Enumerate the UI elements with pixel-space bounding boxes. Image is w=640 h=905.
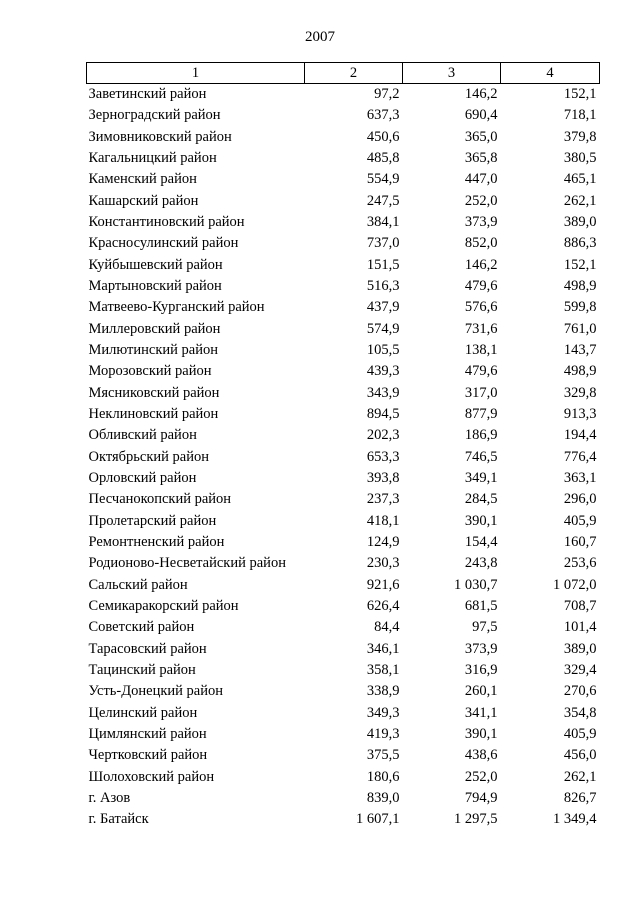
value-col-2: 105,5: [366, 341, 400, 358]
table-body: [87, 84, 600, 831]
value-col-3: 349,1: [464, 469, 498, 486]
value-col-4: 913,3: [563, 405, 597, 422]
district-name: Обливский район: [88, 427, 197, 444]
value-col-3: 438,6: [464, 747, 498, 764]
column-header-4: 4: [501, 63, 600, 84]
value-col-3: 746,5: [464, 448, 498, 465]
header-row: [87, 63, 600, 84]
value-col-2: 439,3: [366, 363, 400, 380]
value-col-3: 373,9: [464, 213, 498, 230]
table-row: [87, 681, 600, 702]
value-col-2: 574,9: [366, 320, 400, 337]
value-col-3: 316,9: [464, 661, 498, 678]
value-col-3: 146,2: [464, 86, 498, 102]
table-row: [87, 575, 600, 596]
value-col-4: 152,1: [563, 86, 597, 102]
table-row: [87, 148, 600, 169]
district-name: Шолоховский район: [88, 768, 215, 785]
table-row: [87, 169, 600, 190]
value-col-4: 498,9: [563, 363, 597, 380]
value-col-2: 894,5: [366, 405, 400, 422]
value-col-3: 260,1: [464, 683, 498, 700]
value-col-3: 877,9: [464, 405, 498, 422]
table-row: [87, 84, 600, 106]
value-col-2: 180,6: [366, 768, 400, 785]
value-col-2: 124,9: [366, 533, 400, 550]
value-col-4: 389,0: [563, 640, 597, 657]
value-col-3: 252,0: [464, 768, 498, 785]
value-col-4: 143,7: [563, 341, 597, 358]
value-col-2: 839,0: [366, 789, 400, 806]
value-col-4: 101,4: [563, 619, 597, 636]
value-col-3: 186,9: [464, 427, 498, 444]
table-row: [87, 340, 600, 361]
value-col-3: 390,1: [464, 725, 498, 742]
table-row: [87, 489, 600, 510]
value-col-4: 262,1: [563, 768, 597, 785]
table-row: [87, 660, 600, 681]
value-col-4: 498,9: [563, 277, 597, 294]
district-name: Морозовский район: [88, 363, 212, 380]
value-col-3: 681,5: [464, 597, 498, 614]
value-col-3: 138,1: [464, 341, 498, 358]
table-row: [87, 404, 600, 425]
value-col-3: 146,2: [464, 256, 498, 273]
value-col-4: 465,1: [563, 171, 597, 188]
value-col-2: 437,9: [366, 299, 400, 316]
table-row: [87, 297, 600, 318]
value-col-2: 921,6: [366, 576, 400, 593]
district-name: Пролетарский район: [88, 512, 217, 529]
value-col-4: 776,4: [563, 448, 597, 465]
value-col-2: 97,2: [374, 86, 400, 102]
value-col-2: 84,4: [374, 619, 400, 636]
value-col-2: 375,5: [366, 747, 400, 764]
value-col-4: 826,7: [563, 789, 597, 806]
district-name: г. Батайск: [88, 811, 149, 828]
district-name: Куйбышевский район: [88, 256, 223, 273]
district-name: Цимлянский район: [88, 725, 207, 742]
value-col-3: 243,8: [464, 555, 498, 572]
value-col-4: 708,7: [563, 597, 597, 614]
district-name: Орловский район: [88, 469, 197, 486]
value-col-4: 456,0: [563, 747, 597, 764]
column-header-1: 1: [87, 63, 305, 84]
column-header-2: 2: [305, 63, 403, 84]
value-col-4: 599,8: [563, 299, 597, 316]
table-row: [87, 724, 600, 745]
district-name: Миллеровский район: [88, 320, 221, 337]
district-name: Ремонтненский район: [88, 533, 225, 550]
table-row: [87, 212, 600, 233]
value-col-2: 418,1: [366, 512, 400, 529]
district-name: Милютинский район: [88, 341, 218, 358]
value-col-3: 479,6: [464, 277, 498, 294]
district-name: Мартыновский район: [88, 277, 222, 294]
value-col-4: 253,6: [563, 555, 597, 572]
value-col-2: 554,9: [366, 171, 400, 188]
value-col-2: 151,5: [366, 256, 400, 273]
value-col-4: 194,4: [563, 427, 597, 444]
value-col-3: 373,9: [464, 640, 498, 657]
table-row: [87, 276, 600, 297]
district-name: Зимовниковский район: [88, 128, 232, 145]
district-name: Кашарский район: [88, 192, 199, 209]
value-col-2: 230,3: [366, 555, 400, 572]
value-col-2: 419,3: [366, 725, 400, 742]
value-col-4: 1 349,4: [553, 811, 597, 828]
table-row: [87, 553, 600, 574]
district-name: Семикаракорский район: [88, 597, 239, 614]
value-col-2: 737,0: [366, 235, 400, 252]
value-col-2: 349,3: [366, 704, 400, 721]
table-row: [87, 809, 600, 830]
value-col-4: 1 072,0: [553, 576, 597, 593]
table-row: [87, 319, 600, 340]
value-col-4: 160,7: [563, 533, 597, 550]
table-row: [87, 468, 600, 489]
district-name: Тацинский район: [88, 661, 196, 678]
value-col-2: 358,1: [366, 661, 400, 678]
value-col-2: 1 607,1: [356, 811, 400, 828]
value-col-4: 405,9: [563, 725, 597, 742]
table-row: [87, 383, 600, 404]
table-row: [87, 596, 600, 617]
value-col-3: 341,1: [464, 704, 498, 721]
value-col-4: 405,9: [563, 512, 597, 529]
value-col-4: 270,6: [563, 683, 597, 700]
value-col-3: 447,0: [464, 171, 498, 188]
table-row: [87, 745, 600, 766]
value-col-2: 637,3: [366, 107, 400, 124]
district-name: Чертковский район: [88, 747, 208, 764]
district-name: Константиновский район: [88, 213, 245, 230]
value-col-2: 485,8: [366, 149, 400, 166]
value-col-3: 252,0: [464, 192, 498, 209]
table-row: [87, 425, 600, 446]
value-col-3: 690,4: [464, 107, 498, 124]
table-row: [87, 361, 600, 382]
district-name: Красносулинский район: [88, 235, 239, 252]
district-name: г. Азов: [88, 789, 131, 806]
table-row: [87, 767, 600, 788]
value-col-4: 761,0: [563, 320, 597, 337]
table-header: [87, 63, 600, 84]
value-col-2: 393,8: [366, 469, 400, 486]
value-col-3: 852,0: [464, 235, 498, 252]
district-name: Тарасовский район: [88, 640, 207, 657]
district-name: Неклиновский район: [88, 405, 219, 422]
value-col-4: 329,4: [563, 661, 597, 678]
table-row: [87, 127, 600, 148]
district-name: Матвеево-Курганский район: [88, 299, 265, 316]
value-col-3: 390,1: [464, 512, 498, 529]
district-name: Сальский район: [88, 576, 188, 593]
value-col-2: 346,1: [366, 640, 400, 657]
value-col-2: 384,1: [366, 213, 400, 230]
value-col-3: 479,6: [464, 363, 498, 380]
value-col-3: 731,6: [464, 320, 498, 337]
district-name: Октябрьский район: [88, 448, 209, 465]
district-name: Усть-Донецкий район: [88, 683, 223, 700]
table-row: [87, 233, 600, 254]
value-col-3: 317,0: [464, 384, 498, 401]
table-row: [87, 788, 600, 809]
table-row: [87, 447, 600, 468]
district-name: Заветинский район: [88, 86, 207, 102]
district-name: Мясниковский район: [88, 384, 220, 401]
value-col-3: 97,5: [472, 619, 498, 636]
district-name: Родионово-Несветайский район: [88, 555, 286, 572]
data-table: [86, 62, 600, 830]
value-col-4: 329,8: [563, 384, 597, 401]
table-row: [87, 617, 600, 638]
table-row: [87, 255, 600, 276]
table-row: [87, 639, 600, 660]
value-col-3: 576,6: [464, 299, 498, 316]
district-name: Песчанокопский район: [88, 491, 232, 508]
table-row: [87, 191, 600, 212]
value-col-2: 450,6: [366, 128, 400, 145]
value-col-4: 380,5: [563, 149, 597, 166]
district-name: Кагальницкий район: [88, 149, 217, 166]
value-col-3: 365,0: [464, 128, 498, 145]
value-col-2: 343,9: [366, 384, 400, 401]
value-col-4: 152,1: [563, 256, 597, 273]
district-name: Зерноградский район: [88, 107, 221, 124]
value-col-4: 379,8: [563, 128, 597, 145]
value-col-4: 262,1: [563, 192, 597, 209]
column-header-3: 3: [403, 63, 501, 84]
value-col-2: 338,9: [366, 683, 400, 700]
district-name: Советский район: [88, 619, 195, 636]
value-col-3: 794,9: [464, 789, 498, 806]
value-col-3: 154,4: [464, 533, 498, 550]
value-col-4: 389,0: [563, 213, 597, 230]
table-row: [87, 703, 600, 724]
value-col-4: 363,1: [563, 469, 597, 486]
value-col-3: 284,5: [464, 491, 498, 508]
value-col-2: 626,4: [366, 597, 400, 614]
value-col-4: 718,1: [563, 107, 597, 124]
value-col-2: 202,3: [366, 427, 400, 444]
page-number: 2007: [305, 29, 335, 45]
value-col-2: 653,3: [366, 448, 400, 465]
table-row: [87, 511, 600, 532]
value-col-4: 296,0: [563, 491, 597, 508]
value-col-4: 354,8: [563, 704, 597, 721]
table-row: [87, 105, 600, 126]
district-name: Каменский район: [88, 171, 197, 188]
value-col-3: 1 030,7: [454, 576, 498, 593]
district-name: Целинский район: [88, 704, 198, 721]
value-col-3: 1 297,5: [454, 811, 498, 828]
value-col-4: 886,3: [563, 235, 597, 252]
value-col-3: 365,8: [464, 149, 498, 166]
table-row: [87, 532, 600, 553]
value-col-2: 237,3: [366, 491, 400, 508]
value-col-2: 516,3: [366, 277, 400, 294]
value-col-2: 247,5: [366, 192, 400, 209]
